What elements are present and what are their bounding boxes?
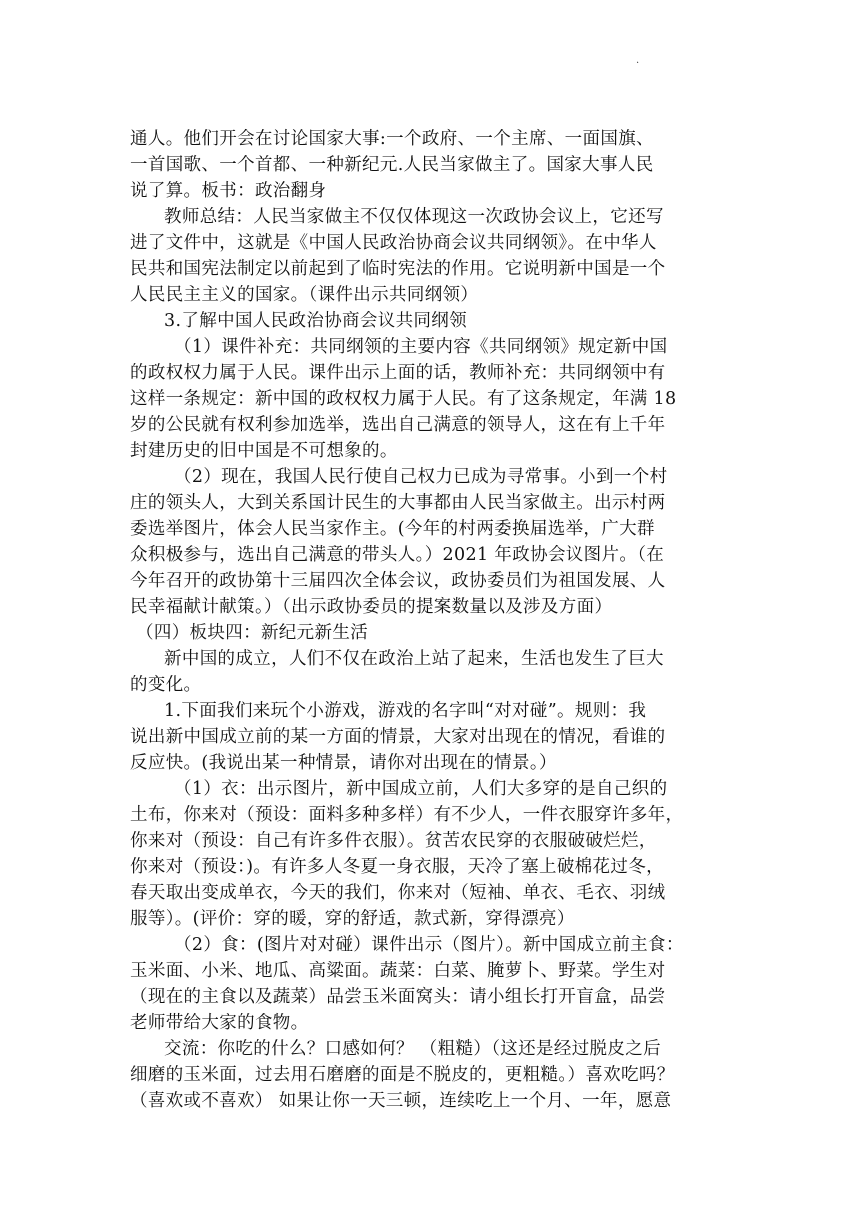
paragraph-line: （2）食：(图片对对碰）课件出示（图片）。新中国成立前主食： xyxy=(174,935,684,955)
paragraph-line: （喜欢或不喜欢） 如果让你一天三顿，连续吃上一个月、一年，愿意 xyxy=(130,1091,672,1111)
paragraph-line: 细磨的玉米面，过去用石磨磨的面是不脱皮的，更粗糙。）喜欢吃吗？ xyxy=(130,1065,675,1085)
paragraph-line: 进了文件中，这就是《中国人民政治协商会议共同纲领》。在中华人 xyxy=(130,233,657,253)
paragraph-line: 一首国歌、一个首都、一种新纪元.人民当家做主了。国家大事人民 xyxy=(130,155,654,175)
paragraph-line: 交流：你吃的什么？口感如何？ （粗糙）（这还是经过脱皮之后 xyxy=(164,1039,661,1059)
paragraph-line: 玉米面、小米、地瓜、高粱面。蔬菜：白菜、腌萝卜、野菜。学生对 xyxy=(130,961,666,981)
paragraph-line: 今年召开的政协第十三届四次全体会议，政协委员们为祖国发展、人 xyxy=(130,571,666,591)
paragraph-line: 封建历史的旧中国是不可想象的。 xyxy=(130,441,398,461)
paragraph-line: 新中国的成立，人们不仅在政治上站了起来，生活也发生了巨大 xyxy=(164,649,664,669)
paragraph-line: 通人。他们开会在讨论国家大事:一个政府、一个主席、一面国旗、 xyxy=(130,129,654,149)
header-mark: . xyxy=(636,55,640,66)
paragraph-line: 委选举图片，体会人民当家作主。(今年的村两委换届选举，广大群 xyxy=(130,519,655,539)
paragraph-line: 你来对（预设：)。有许多人冬夏一身衣服，天冷了塞上破棉花过冬， xyxy=(130,857,664,877)
paragraph-line: 民共和国宪法制定以前起到了临时宪法的作用。它说明新中国是一个 xyxy=(130,259,666,279)
paragraph-line: 服等）。(评价：穿的暖，穿的舒适，款式新，穿得漂亮） xyxy=(130,909,575,929)
paragraph-line: 反应快。(我说出某一种情景，请你对出现在的情景。） xyxy=(130,753,557,773)
paragraph-line: 庄的领头人，大到关系国计民生的大事都由人民当家做主。出示村两 xyxy=(130,493,666,513)
section-heading: （四）板块四：新纪元新生活 xyxy=(136,623,369,643)
paragraph-line: 你来对（预设：自己有许多件衣服）。贫苦农民穿的衣服破破烂烂， xyxy=(130,831,657,851)
paragraph-line: （现在的主食以及蔬菜）品尝玉米面窝头：请小组长打开盲盒，品尝 xyxy=(130,987,666,1007)
paragraph-line: 众积极参与，选出自己满意的带头人。）2021 年政协会议图片。（在 xyxy=(130,545,665,565)
paragraph-line: 的变化。 xyxy=(130,675,202,695)
paragraph-line: 的政权权力属于人民。课件出示上面的话，教师补充：共同纲领中有 xyxy=(130,363,666,383)
body-text xyxy=(130,126,732,1114)
paragraph-line: （1）衣：出示图片，新中国成立前，人们大多穿的是自己织的 xyxy=(174,779,668,799)
paragraph-line: （1）课件补充：共同纲领的主要内容《共同纲领》规定新中国 xyxy=(174,337,668,357)
paragraph-line: 人民民主主义的国家。（课件出示共同纲领） xyxy=(130,285,479,305)
paragraph-line: （2）现在，我国人民行使自己权力已成为寻常事。小到一个村 xyxy=(174,467,668,487)
paragraph-line: 说了算。板书：政治翻身 xyxy=(130,181,327,201)
paragraph-line: 说出新中国成立前的某一方面的情景，大家对出现在的情况，看谁的 xyxy=(130,727,666,747)
paragraph-line: 民幸福献计献策。）（出示政协委员的提案数量以及涉及方面） xyxy=(130,597,613,617)
paragraph-line: 这样一条规定：新中国的政权权力属于人民。有了这条规定，年满 18 xyxy=(130,389,677,409)
section-heading: 3.了解中国人民政治协商会议共同纲领 xyxy=(164,311,467,331)
paragraph-line: 1.下面我们来玩个小游戏，游戏的名字叫“对对碰”。规则：我 xyxy=(164,701,647,721)
paragraph-line: 老师带给大家的食物。 xyxy=(130,1013,309,1033)
paragraph-line: 春天取出变成单衣，今天的我们，你来对（短袖、单衣、毛衣、羽绒 xyxy=(130,883,666,903)
paragraph-line: 土布，你来对（预设：面料多种多样）有不少人，一件衣服穿许多年， xyxy=(130,805,684,825)
paragraph-line: 岁的公民就有权利参加选举，选出自己满意的领导人，这在有上千年 xyxy=(130,415,666,435)
paragraph-line: 教师总结：人民当家做主不仅仅体现这一次政协会议上，它还写 xyxy=(164,207,664,227)
